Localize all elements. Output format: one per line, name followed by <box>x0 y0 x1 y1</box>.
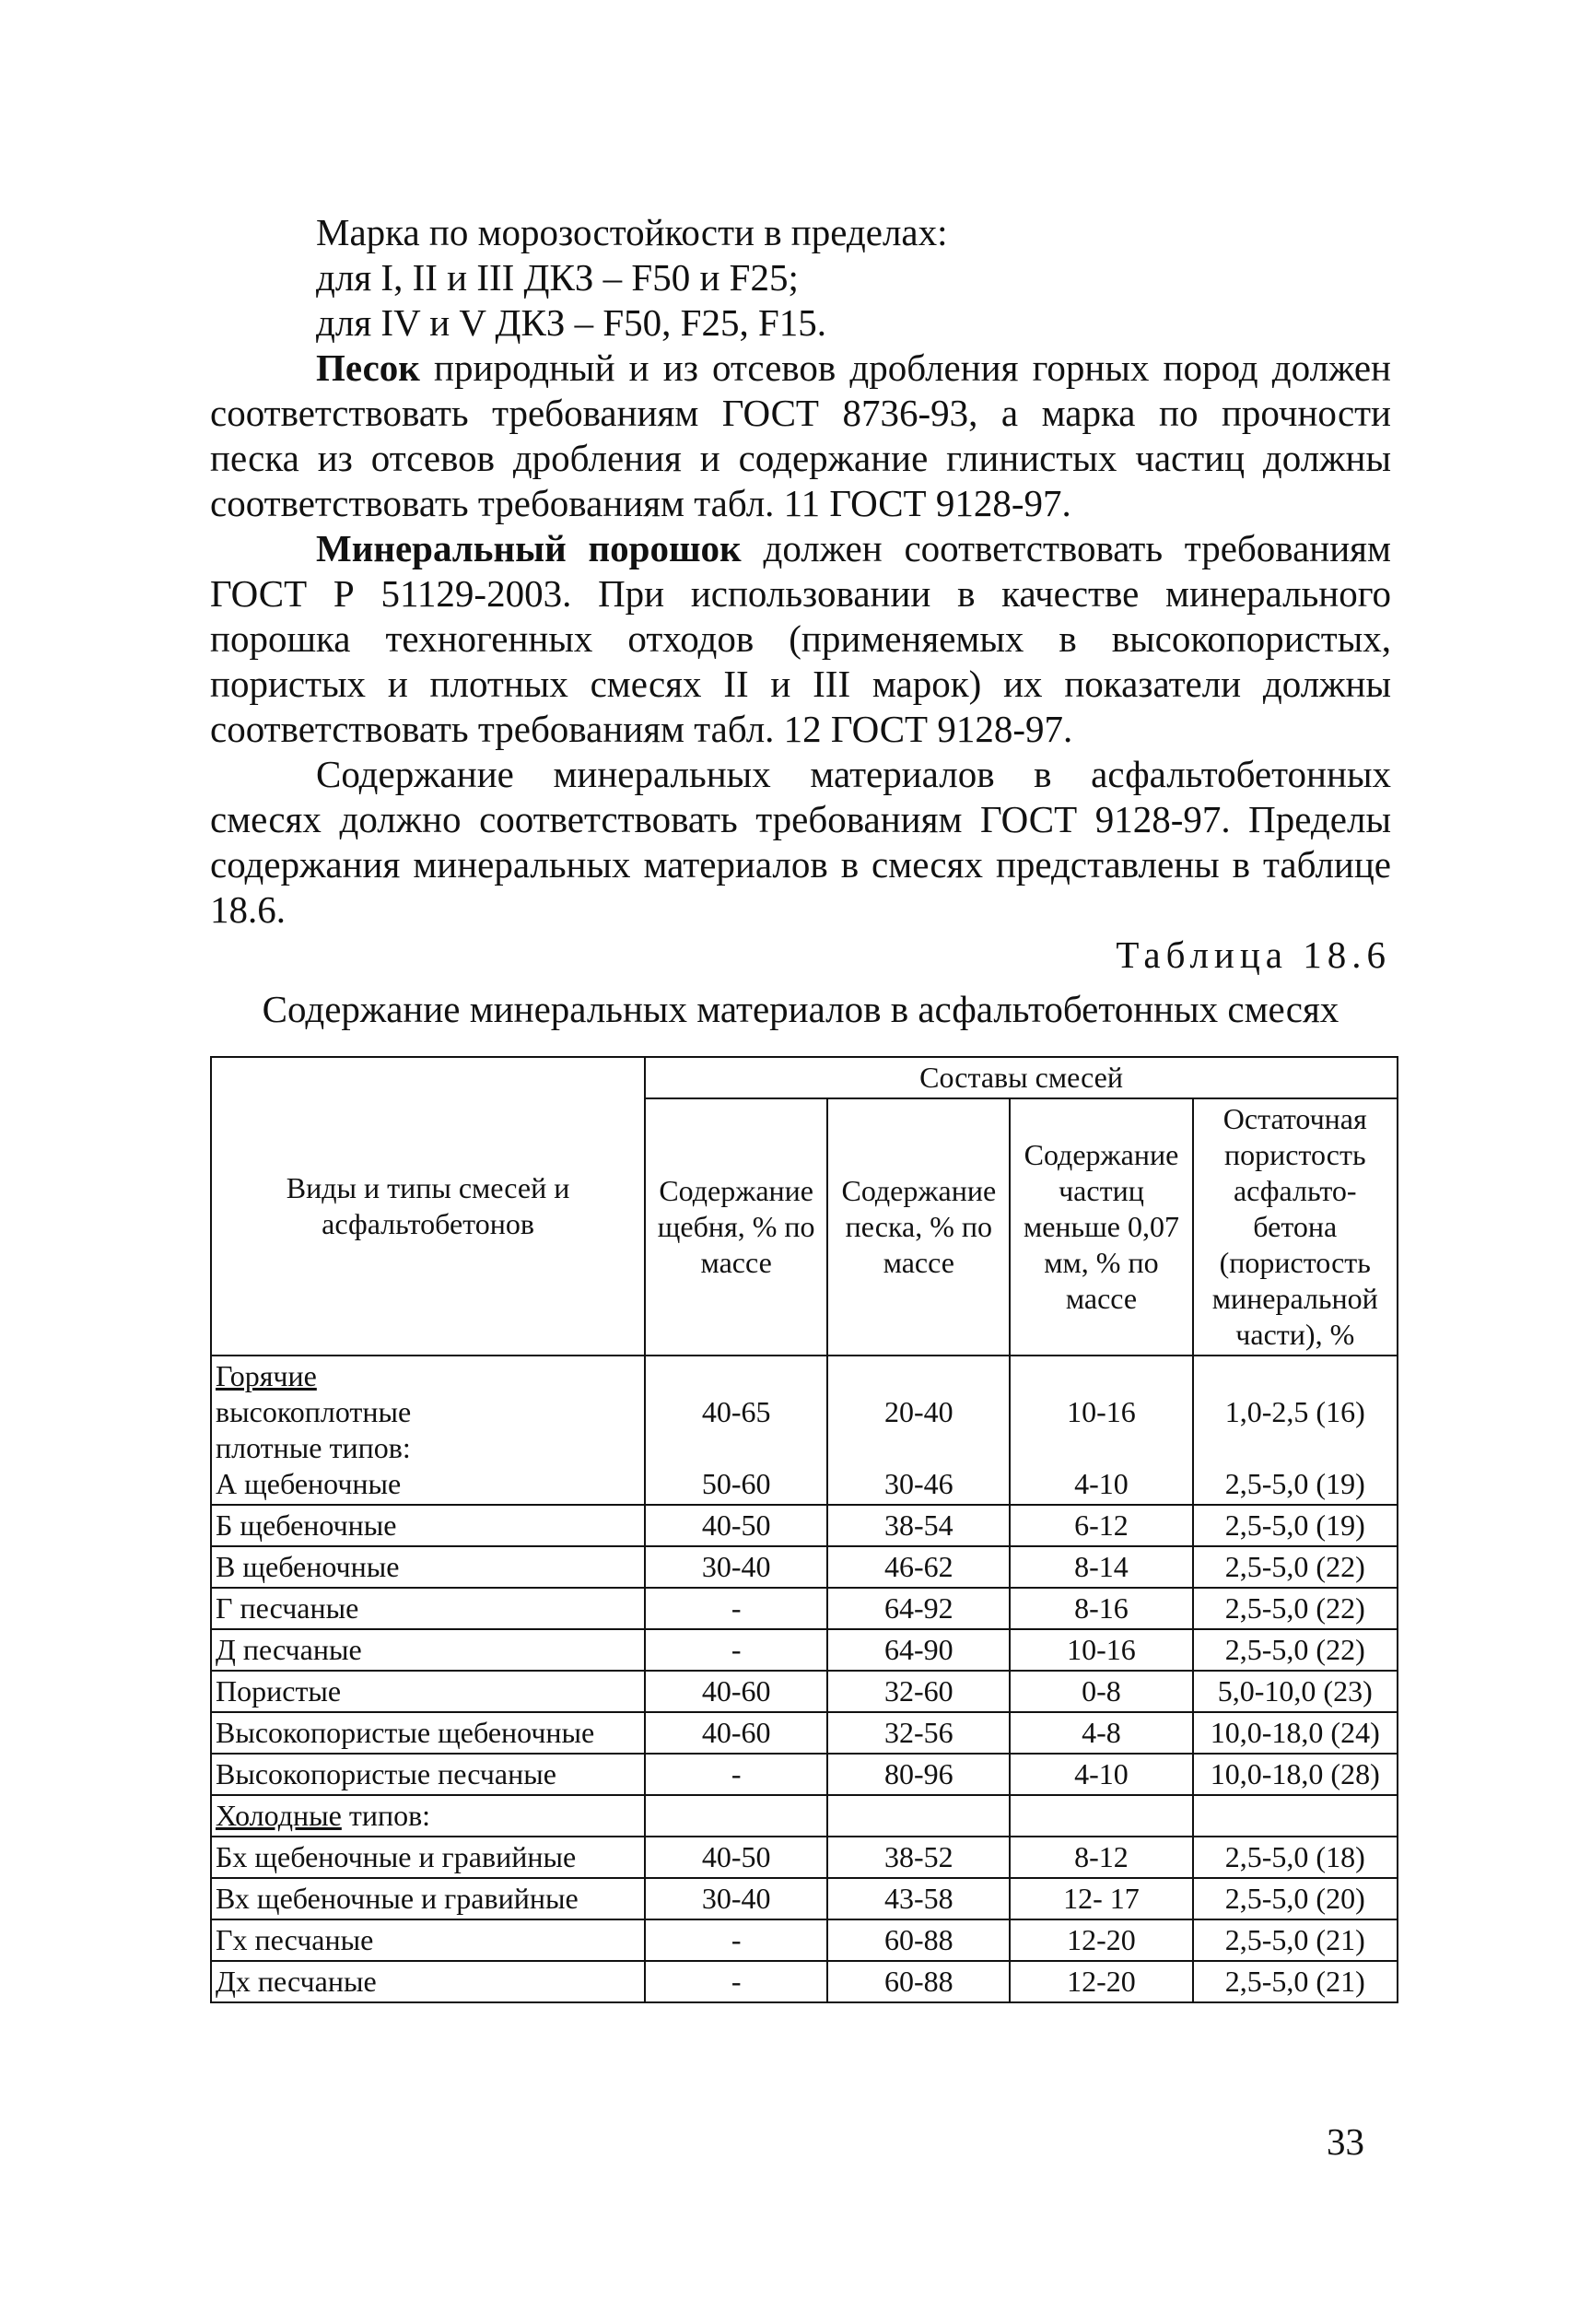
table-cell: 40-60 <box>645 1712 827 1754</box>
table-cell: 40-65 50-60 <box>645 1356 827 1505</box>
column-header: Содержание щебня, % по массе <box>645 1098 827 1356</box>
group-label-suffix: типов: <box>341 1799 431 1832</box>
table-cell: 64-90 <box>827 1629 1010 1671</box>
table-number: Таблица 18.6 <box>1116 933 1391 976</box>
row-label: Бх щебеночные и гравийные <box>211 1837 645 1878</box>
paragraph-text: Содержание минеральных материалов в асфальтобетонных смесях должно соответствовать требованиям ГОСТ 9128-97. Пределы содержания минеральных материалов в смесях представлены в таблице 18.6. <box>210 753 1391 931</box>
table-row <box>211 1505 1398 1546</box>
table-cell: 12-20 <box>1010 1919 1192 1961</box>
intro-line: для IV и V ДКЗ – F50, F25, F15. <box>316 301 827 344</box>
table-cell <box>1010 1795 1192 1837</box>
group-label-hot: Горячие <box>216 1359 317 1392</box>
row-label-line: А щебеночные <box>216 1467 402 1500</box>
page-number: 33 <box>1327 2120 1364 2163</box>
row-label <box>211 1356 645 1505</box>
table-cell: 6-12 <box>1010 1505 1192 1546</box>
table-cell: 30-40 <box>645 1546 827 1588</box>
row-label-line: высокоплотные <box>216 1395 412 1428</box>
table-row <box>211 1671 1398 1712</box>
table-cell: 64-92 <box>827 1588 1010 1629</box>
table-title: Содержание минеральных материалов в асфальтобетонных смесях <box>262 988 1339 1030</box>
table-row <box>211 1754 1398 1795</box>
table-cell: 38-54 <box>827 1505 1010 1546</box>
table-row <box>211 1878 1398 1919</box>
paragraph-sand <box>210 346 1391 526</box>
table-row <box>211 1356 1398 1505</box>
paragraph-text: должен соответствовать требованиям ГОСТ Р 51129-2003. При использовании в качестве минерального порошка техногенных отходов (применяемых в высокопористых, пористых и плотных смесях II и III марок) их показатели должны соответствовать требованиям табл. 12 ГОСТ 9128-97. <box>210 527 1391 750</box>
table-cell: 40-50 <box>645 1505 827 1546</box>
table-cell <box>827 1795 1010 1837</box>
table-cell: 2,5-5,0 (19) <box>1193 1505 1398 1546</box>
table-cell: 2,5-5,0 (20) <box>1193 1878 1398 1919</box>
table-cell: - <box>645 1961 827 2002</box>
row-label: Б щебеночные <box>211 1505 645 1546</box>
table-cell: 0-8 <box>1010 1671 1192 1712</box>
table-cell: 10,0-18,0 (24) <box>1193 1712 1398 1754</box>
table-cell: 46-62 <box>827 1546 1010 1588</box>
table-cell: 32-60 <box>827 1671 1010 1712</box>
table-cell: 8-12 <box>1010 1837 1192 1878</box>
document-page <box>210 210 1391 2003</box>
table-row <box>211 1546 1398 1588</box>
table-cell: 32-56 <box>827 1712 1010 1754</box>
table-cell: - <box>645 1919 827 1961</box>
row-label: Высокопористые песчаные <box>211 1754 645 1795</box>
row-label: В щебеночные <box>211 1546 645 1588</box>
table-cell: 12- 17 <box>1010 1878 1192 1919</box>
table-cell <box>1193 1795 1398 1837</box>
intro-line: для I, II и III ДКЗ – F50 и F25; <box>316 256 799 299</box>
table-cell: 8-14 <box>1010 1546 1192 1588</box>
table-cell: 4-8 <box>1010 1712 1192 1754</box>
table-row <box>211 1795 1398 1837</box>
table-cell: 43-58 <box>827 1878 1010 1919</box>
paragraph-content <box>210 752 1391 933</box>
table-cell: - <box>645 1588 827 1629</box>
table-row <box>211 1919 1398 1961</box>
table-cell: 2,5-5,0 (21) <box>1193 1919 1398 1961</box>
row-label: Высокопористые щебеночные <box>211 1712 645 1754</box>
table-cell: 4-10 <box>1010 1754 1192 1795</box>
table-cell: - <box>645 1754 827 1795</box>
row-label-line: плотные типов: <box>216 1431 411 1464</box>
row-label: Дх песчаные <box>211 1961 645 2002</box>
column-header: Остаточная пористость асфальто-бетона (пористость минеральной части), % <box>1193 1098 1398 1356</box>
table-cell: 1,0-2,5 (16) 2,5-5,0 (19) <box>1193 1356 1398 1505</box>
table-cell: 20-40 30-46 <box>827 1356 1010 1505</box>
row-label: Пористые <box>211 1671 645 1712</box>
data-table <box>210 1056 1398 2003</box>
table-cell: 2,5-5,0 (22) <box>1193 1546 1398 1588</box>
table-row <box>211 1629 1398 1671</box>
table-cell: 40-60 <box>645 1671 827 1712</box>
table-row <box>211 1588 1398 1629</box>
table-cell: 60-88 <box>827 1919 1010 1961</box>
row-label: Г песчаные <box>211 1588 645 1629</box>
table-cell: 10,0-18,0 (28) <box>1193 1754 1398 1795</box>
table-cell: 40-50 <box>645 1837 827 1878</box>
table-row <box>211 1837 1398 1878</box>
table-cell: 80-96 <box>827 1754 1010 1795</box>
table-cell: 5,0-10,0 (23) <box>1193 1671 1398 1712</box>
table-cell: 10-16 4-10 <box>1010 1356 1192 1505</box>
paragraph-mineral-powder <box>210 526 1391 752</box>
intro-line: Марка по морозостойкости в пределах: <box>316 211 948 253</box>
table-header-row <box>211 1057 1398 1098</box>
table-cell: 60-88 <box>827 1961 1010 2002</box>
row-label <box>211 1795 645 1837</box>
table-cell: 12-20 <box>1010 1961 1192 2002</box>
column-header: Виды и типы смесей и асфальтобетонов <box>211 1057 645 1356</box>
group-label-cold: Холодные <box>216 1799 342 1832</box>
table-cell: 8-16 <box>1010 1588 1192 1629</box>
table-cell: - <box>645 1629 827 1671</box>
table-row <box>211 1712 1398 1754</box>
column-header: Содержание песка, % по массе <box>827 1098 1010 1356</box>
row-label: Гх песчаные <box>211 1919 645 1961</box>
table-cell: 38-52 <box>827 1837 1010 1878</box>
table-cell: 2,5-5,0 (22) <box>1193 1588 1398 1629</box>
term-bold: Минеральный порошок <box>316 527 742 569</box>
group-header: Составы смесей <box>645 1057 1398 1098</box>
row-label: Д песчаные <box>211 1629 645 1671</box>
table-cell: 2,5-5,0 (21) <box>1193 1961 1398 2002</box>
paragraph-text: природный и из отсевов дробления горных пород должен соответствовать требованиям ГОСТ 8736-93, а марка по прочности песка из отсевов дробления и содержание глинистых частиц должны соответствовать требованиям табл. 11 ГОСТ 9128-97. <box>210 346 1391 524</box>
table-cell: 2,5-5,0 (18) <box>1193 1837 1398 1878</box>
table-cell: 2,5-5,0 (22) <box>1193 1629 1398 1671</box>
row-label: Вх щебеночные и гравийные <box>211 1878 645 1919</box>
table-cell: 30-40 <box>645 1878 827 1919</box>
table-cell <box>645 1795 827 1837</box>
table-cell: 10-16 <box>1010 1629 1192 1671</box>
table-row <box>211 1961 1398 2002</box>
column-header: Содержание частиц меньше 0,07 мм, % по массе <box>1010 1098 1192 1356</box>
term-bold: Песок <box>316 346 420 389</box>
